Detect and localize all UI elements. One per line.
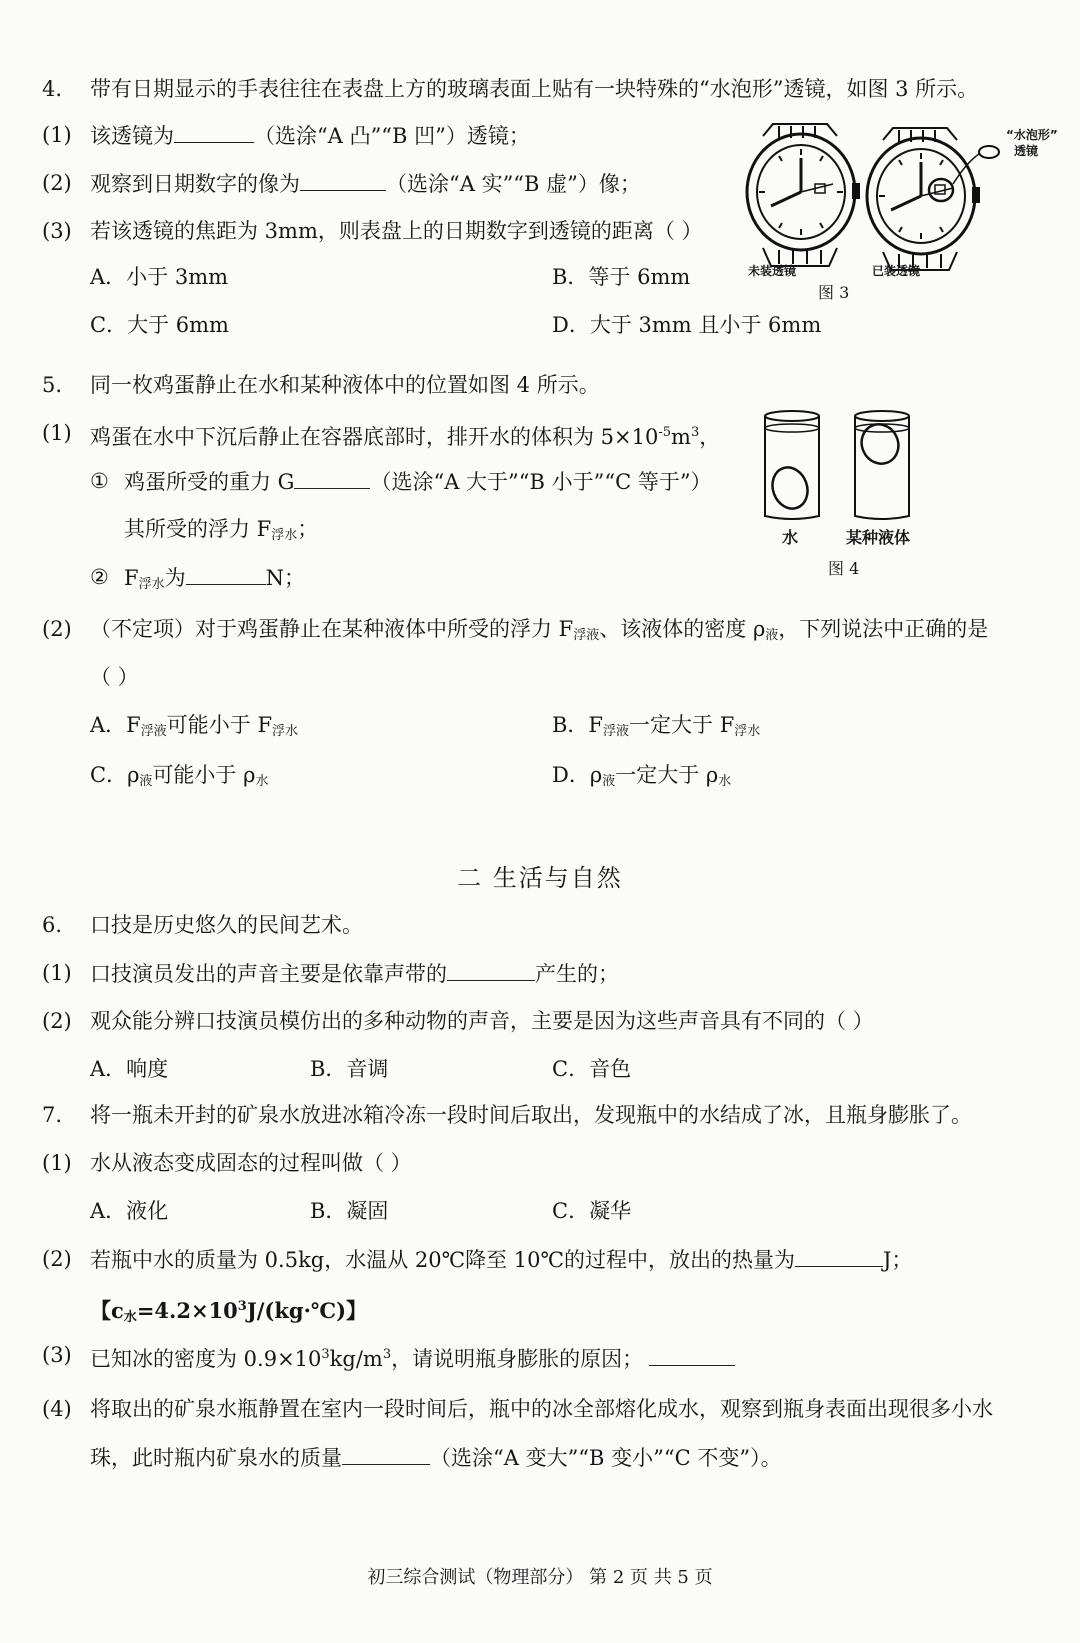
fig3-left-caption: 未装透镜	[748, 264, 797, 278]
part-text: kg/m	[329, 1347, 383, 1371]
lens-label-line1: “水泡形”	[1006, 128, 1058, 142]
answer-blank[interactable]	[795, 1244, 883, 1267]
sub-number: ①	[90, 469, 109, 493]
q5-option-b[interactable]	[552, 710, 760, 747]
part-text: 鸡蛋在水中下沉后静止在容器底部时，排开水的体积为 5×10	[90, 425, 659, 449]
part-text: （不定项）对于鸡蛋静止在某种液体中所受的浮力 F	[90, 617, 574, 641]
part-text: 观众能分辨口技演员模仿出的多种动物的声音，主要是因为这些声音具有不同的（ ）	[90, 1009, 874, 1033]
answer-blank[interactable]	[186, 562, 266, 585]
fig3-title: 图 3	[818, 283, 850, 302]
q5-option-c[interactable]	[90, 760, 268, 797]
q7-option-a[interactable]: A．液化	[90, 1199, 169, 1223]
part-text: 观察到日期数字的像为	[90, 172, 300, 196]
part-number: (1)	[42, 961, 72, 985]
fig4-right-caption: 某种液体	[846, 528, 911, 547]
unit: m	[671, 425, 691, 449]
q7-option-c[interactable]: C．凝华	[552, 1199, 632, 1223]
beaker-illustrations	[760, 408, 940, 523]
q5-option-d[interactable]	[552, 760, 731, 797]
answer-blank[interactable]	[342, 1442, 430, 1465]
q6-stem: 口技是历史悠久的民间艺术。	[90, 913, 363, 937]
part-text: J；	[883, 1248, 913, 1272]
exponent: 3	[321, 1347, 330, 1362]
part-text: 已知冰的密度为 0.9×10	[90, 1347, 322, 1371]
part-text: ；	[297, 517, 319, 541]
q5-option-a[interactable]	[90, 710, 298, 747]
subscript: 水	[718, 774, 732, 789]
subscript: 浮水	[138, 577, 165, 592]
part-text: 水从液态变成固态的过程叫做（ ）	[90, 1151, 412, 1175]
part-text: 鸡蛋所受的重力 G	[124, 470, 295, 494]
part-text: 、该液体的密度 ρ	[599, 617, 766, 641]
part-text: 产生的；	[535, 962, 619, 986]
q4-option-c[interactable]: C．大于 6mm	[90, 313, 229, 337]
q5-stem: 同一枚鸡蛋静止在水和某种液体中的位置如图 4 所示。	[90, 373, 600, 397]
option-text: D．ρ	[552, 763, 603, 787]
subscript: 液	[765, 628, 779, 643]
answer-blank[interactable]	[174, 120, 254, 143]
sub-number: ②	[90, 565, 109, 589]
q7-number: 7.	[42, 1103, 63, 1127]
q4-stem: 带有日期显示的手表往往在表盘上方的玻璃表面上贴有一块特殊的“水泡形”透镜，如图 3 所示。	[90, 77, 979, 101]
part-text: 若该透镜的焦距为 3mm，则表盘上的日期数字到透镜的距离（ ）	[90, 219, 703, 243]
part-text: F	[124, 566, 139, 590]
q7-stem: 将一瓶未开封的矿泉水放进冰箱冷冻一段时间后取出，发现瓶中的水结成了冰，且瓶身膨胀了。	[90, 1103, 972, 1127]
section-heading: 二 生活与自然	[457, 864, 623, 892]
part-number: (3)	[42, 219, 72, 243]
option-text: 一定大于 ρ	[615, 763, 719, 787]
q7-option-b[interactable]: B．凝固	[310, 1199, 389, 1223]
subscript: 水	[123, 1310, 137, 1325]
figure-4	[760, 408, 940, 523]
part-number: (2)	[42, 171, 72, 195]
part-text: 珠，此时瓶内矿泉水的质量	[90, 1446, 342, 1470]
exponent: 3	[690, 425, 700, 440]
formula-text: J/(kg·℃)】	[246, 1298, 367, 1323]
q5-number: 5.	[42, 373, 63, 397]
fig3-right-caption: 已装透镜	[872, 264, 921, 278]
option-text: B．F	[552, 713, 604, 737]
option-text: C．ρ	[90, 763, 140, 787]
part-text: 将取出的矿泉水瓶静置在室内一段时间后，瓶中的冰全部熔化成水，观察到瓶身表面出现很多小水	[90, 1397, 993, 1421]
part-number: (3)	[42, 1343, 72, 1367]
option-text: 一定大于 F	[629, 713, 735, 737]
option-text: 可能小于 F	[166, 713, 273, 737]
part-text: ，	[699, 425, 721, 449]
part-text: （选涂“A 变大”“B 变小”“C 不变”）。	[430, 1446, 782, 1470]
q7-part4b	[90, 1442, 782, 1473]
q6-option-c[interactable]: C．音色	[552, 1057, 632, 1081]
exponent: 3	[237, 1299, 247, 1314]
answer-blank[interactable]	[649, 1343, 735, 1366]
subscript: 液	[602, 774, 616, 789]
subscript: 浮水	[272, 724, 299, 739]
part-text: 为	[164, 566, 186, 590]
q4-option-b[interactable]: B．等于 6mm	[552, 265, 691, 289]
option-text: A．F	[90, 713, 141, 737]
part-text: N；	[265, 566, 305, 590]
subscript: 水	[255, 774, 269, 789]
page-footer: 初三综合测试（物理部分） 第 2 页 共 5 页	[367, 1567, 713, 1588]
formula-text: 【c	[90, 1298, 124, 1323]
part-text: 口技演员发出的声音主要是依靠声带的	[90, 962, 447, 986]
q4-option-d[interactable]: D．大于 3mm 且小于 6mm	[552, 313, 822, 337]
answer-blank[interactable]	[300, 168, 386, 191]
part-number: (2)	[42, 617, 72, 641]
answer-blank[interactable]	[294, 466, 370, 489]
part-number: (1)	[42, 421, 72, 445]
part-text: （选涂“A 大于”“B 小于”“C 等于”）	[370, 470, 712, 494]
q6-option-b[interactable]: B．音调	[310, 1057, 389, 1081]
formula-text: =4.2×10	[136, 1298, 238, 1323]
fig4-left-caption: 水	[782, 528, 799, 547]
exponent: -5	[658, 425, 672, 440]
lens-label-line2: 透镜	[1014, 144, 1039, 158]
exponent: 3	[382, 1347, 392, 1362]
part-number: (2)	[42, 1009, 72, 1033]
subscript: 浮液	[573, 628, 600, 643]
q6-option-a[interactable]: A．响度	[90, 1057, 169, 1081]
part-text: 若瓶中水的质量为 0.5kg，水温从 20℃降至 10℃的过程中，放出的热量为	[90, 1248, 796, 1272]
subscript: 浮液	[140, 724, 167, 739]
part-text: ，请说明瓶身膨胀的原因；	[391, 1347, 644, 1371]
subscript: 浮水	[271, 528, 298, 543]
q4-number: 4.	[42, 77, 63, 101]
fig4-title: 图 4	[828, 559, 860, 578]
subscript: 液	[139, 774, 153, 789]
part-number: (4)	[42, 1397, 72, 1421]
q7-constant	[90, 1292, 367, 1333]
subscript: 浮液	[603, 724, 630, 739]
subscript: 浮水	[734, 724, 761, 739]
part-text: （选涂“A 实”“B 虚”）像；	[386, 172, 641, 196]
part-text: 该透镜为	[90, 124, 174, 148]
part-number: (1)	[42, 123, 72, 147]
part-number: (2)	[42, 1247, 72, 1271]
q4-option-a[interactable]: A．小于 3mm	[90, 265, 229, 289]
q6-number: 6.	[42, 913, 63, 937]
part-text: （选涂“A 凸”“B 凹”）透镜；	[254, 124, 530, 148]
q5-part2-paren: （ ）	[90, 665, 139, 689]
part-text: 其所受的浮力 F	[124, 517, 272, 541]
answer-blank[interactable]	[447, 958, 535, 981]
option-text: 可能小于 ρ	[152, 763, 256, 787]
part-number: (1)	[42, 1151, 72, 1175]
part-text: ，下列说法中正确的是	[778, 617, 989, 641]
